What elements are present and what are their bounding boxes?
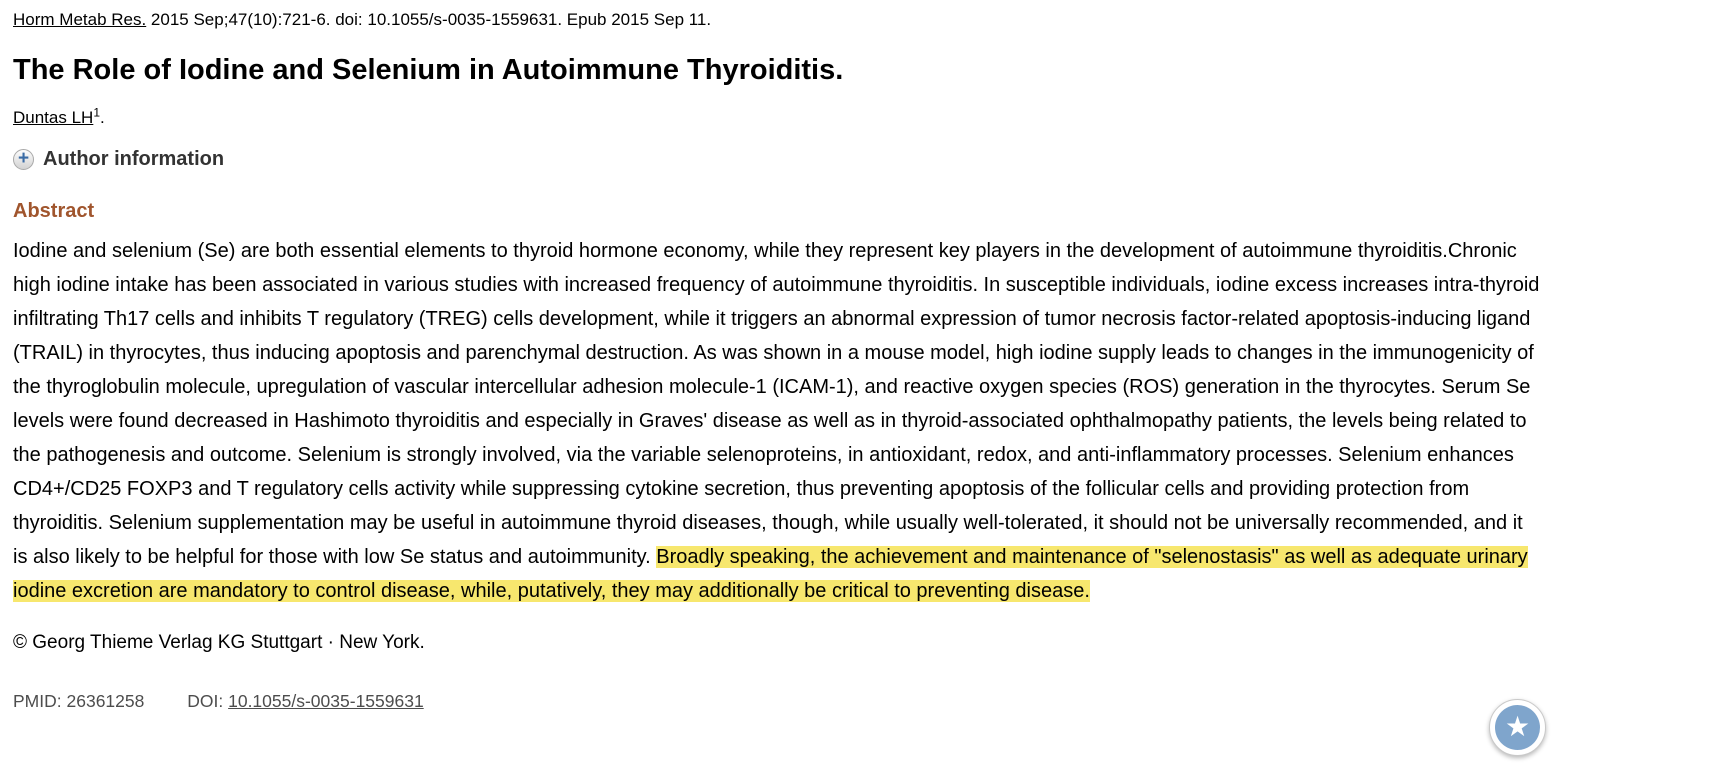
expand-plus-icon[interactable]: + [13, 149, 34, 170]
abstract-main-text: Iodine and selenium (Se) are both essential elements to thyroid hormone economy, while they represent key players in the development of autoimmune thyroiditis.Chronic high iodine intake has been associated in various studies with increased frequency of autoimmune thyroiditis. In susceptible individuals, iodine excess increases intra-thyroid infiltrating Th17 cells and inhibits T regulatory (TREG) cells development, while it triggers an abnormal expression of tumor necrosis factor-related apoptosis-inducing ligand (TRAIL) in thyrocytes, thus inducing apoptosis and parenchymal destruction. As was shown in a mouse model, high iodine supply leads to changes in the immunogenicity of the thyroglobulin molecule, upregulation of vascular intercellular adhesion molecule-1 (ICAM-1), and reactive oxygen species (ROS) generation in the thyrocytes. Serum Se levels were found decreased in Hashimoto thyroiditis and especially in Graves' disease as well as in thyroid-associated ophthalmopathy patients, the levels being related to the pathogenesis and outcome. Selenium is strongly involved, via the variable selenoproteins, in antioxidant, redox, and anti-inflammatory processes. Selenium enhances CD4+/CD25 FOXP3 and T regulatory cells activity while suppressing cytokine secretion, thus preventing apoptosis of the follicular cells and providing protection from thyroiditis. Selenium supplementation may be useful in autoimmune thyroid diseases, though, while usually well-tolerated, it should not be universally recommended, and it is also likely to be helpful for those with low Se status and autoimmunity. [13, 240, 1540, 568]
abstract-heading: Abstract [13, 200, 95, 222]
author-link[interactable]: Duntas LH [13, 108, 94, 127]
bookmark-star-button[interactable] [1489, 699, 1546, 756]
doi-link[interactable]: 10.1055/s-0035-1559631 [228, 691, 424, 711]
star-icon: ★ [1504, 710, 1531, 742]
identifiers-line [13, 691, 1540, 712]
citation-line [13, 10, 1540, 30]
pmid-value: 26361258 [66, 691, 145, 711]
journal-link[interactable]: Horm Metab Res. [13, 10, 147, 29]
doi-label: DOI: [187, 691, 224, 711]
author-affiliation-superscript: 1 [93, 105, 101, 120]
pmid-label: PMID: [13, 691, 62, 711]
abstract-text [13, 234, 1540, 608]
copyright-line: © Georg Thieme Verlag KG Stuttgart · New York. [13, 632, 425, 653]
author-information-label: Author information [43, 148, 225, 170]
author-information-toggle[interactable] [13, 148, 1540, 171]
star-button-circle [1495, 705, 1540, 750]
page-title: The Role of Iodine and Selenium in Autoimmune Thyroiditis. [13, 54, 844, 86]
author-suffix: . [100, 108, 105, 127]
doi-group [187, 691, 423, 711]
abstract-highlighted-text: Broadly speaking, the achievement and maintenance of "selenostasis" as well as adequate urinary iodine excretion are mandatory to control disease, while, putatively, they may additionally be critical to preventing disease. [13, 546, 1528, 602]
author-line [13, 105, 1540, 128]
citation-details: 2015 Sep;47(10):721-6. doi: 10.1055/s-0035-1559631. Epub 2015 Sep 11. [146, 10, 712, 29]
